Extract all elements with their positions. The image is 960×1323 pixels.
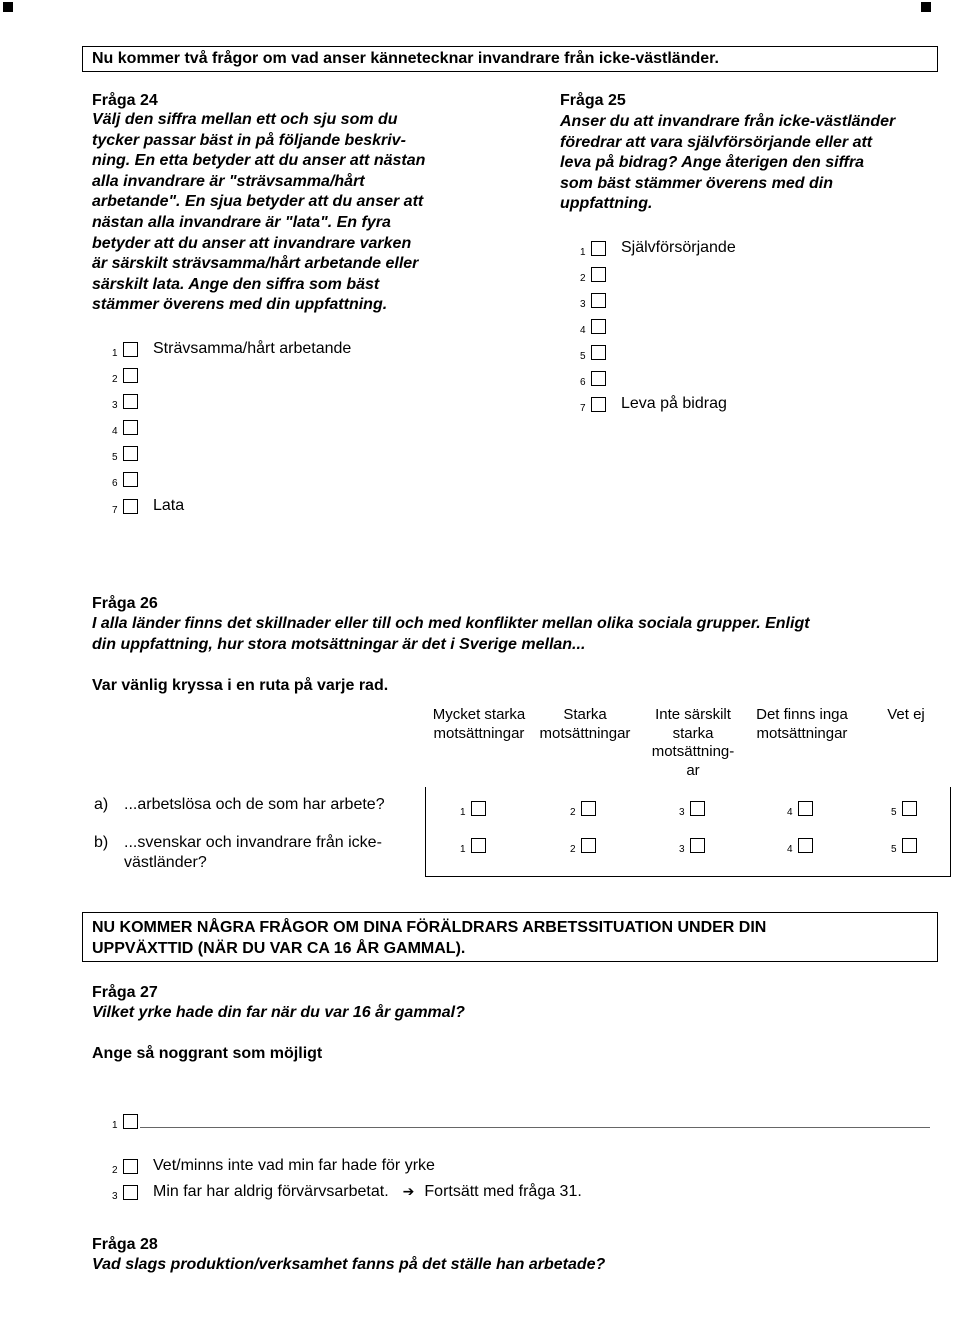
option-number: 1: [460, 843, 466, 855]
q26-a-option-3[interactable]: [679, 797, 705, 819]
q24-line: arbetande". En sjua betyder att du anser att: [92, 193, 424, 211]
option-number: 4: [787, 806, 793, 818]
q27-title: Fråga 27: [92, 984, 158, 1001]
option-number: 1: [112, 347, 118, 359]
q24-line: ning. En etta betyder att du anser att nästan: [92, 152, 426, 170]
checkbox[interactable]: [690, 838, 705, 853]
q24-option-6[interactable]: [112, 468, 138, 490]
section-banner: [82, 912, 938, 962]
row-letter: a): [94, 796, 109, 813]
checkbox[interactable]: [123, 472, 138, 487]
checkbox[interactable]: [123, 420, 138, 435]
checkbox[interactable]: [591, 241, 606, 256]
table-border: [425, 876, 951, 877]
banner-line: UPPVÄXTTID (NÄR DU VAR CA 16 ÅR GAMMAL).: [92, 939, 466, 957]
checkbox[interactable]: [123, 368, 138, 383]
q25-line: leva på bidrag? Ange återigen den siffra: [560, 154, 865, 172]
q24-line: nästan alla invandrare är "lata". En fyra: [92, 213, 391, 231]
column-header-line: motsättningar: [539, 724, 631, 742]
q24-line: är särskilt strävsamma/hårt arbetande eller: [92, 255, 419, 273]
option-number: 3: [679, 843, 685, 855]
q24-option-4[interactable]: [112, 416, 138, 438]
option-number: 6: [580, 376, 586, 388]
q24-line: betyder att du anser att invandrare varken: [92, 234, 412, 252]
checkbox[interactable]: [591, 319, 606, 334]
column-header: [535, 706, 635, 743]
column-header-line: Inte särskilt: [655, 706, 731, 723]
checkbox[interactable]: [798, 838, 813, 853]
q26-text: [92, 614, 952, 655]
column-header-line: ar: [686, 761, 700, 779]
q27-question: Vilket yrke hade din far när du var 16 år gammal?: [92, 1004, 465, 1021]
option-label: Leva på bidrag: [621, 395, 727, 412]
checkbox[interactable]: [798, 801, 813, 816]
option-number: 2: [580, 272, 586, 284]
q25-option-3[interactable]: [580, 289, 606, 311]
checkbox[interactable]: [471, 801, 486, 816]
q24-title: Fråga 24: [92, 92, 158, 109]
table-border: [425, 787, 426, 877]
option-label: Strävsamma/hårt arbetande: [153, 340, 352, 357]
table-row-label: [94, 833, 382, 873]
q25-line: Anser du att invandrare från icke-västländer: [560, 113, 896, 130]
q25-line: som bäst stämmer överens med din: [560, 174, 833, 192]
q25-option-5[interactable]: [580, 341, 606, 363]
checkbox[interactable]: [123, 446, 138, 461]
checkbox[interactable]: [591, 345, 606, 360]
q25-line: uppfattning.: [560, 195, 653, 213]
checkbox[interactable]: [123, 1185, 138, 1200]
banner-line: NU KOMMER NÅGRA FRÅGOR OM DINA FÖRÄLDRARS ARBETSSITUATION UNDER DIN: [92, 919, 767, 936]
q24-option-5[interactable]: [112, 442, 138, 464]
option-number: 6: [112, 477, 118, 489]
column-header-line: Det finns inga: [756, 706, 848, 723]
q25-line: föredrar att vara självförsörjande eller att: [560, 133, 873, 151]
column-header-line: starka: [672, 724, 714, 742]
q26-b-option-5[interactable]: [891, 834, 917, 856]
option-label: Vet/minns inte vad min far hade för yrke: [153, 1157, 435, 1174]
q24-option-2[interactable]: [112, 364, 138, 386]
q24-text: [92, 110, 512, 316]
option-number: 3: [112, 1190, 118, 1202]
column-header-line: Mycket starka: [432, 706, 526, 723]
q28-title: Fråga 28: [92, 1236, 158, 1253]
q24-line: stämmer överens med din uppfattning.: [92, 296, 388, 314]
option-number: 7: [580, 402, 586, 414]
option-number: 1: [460, 806, 466, 818]
q25-option-2[interactable]: [580, 263, 606, 285]
q24-line: särskilt lata. Ange den siffra som bäst: [92, 275, 380, 293]
option-number: 2: [570, 806, 576, 818]
q26-a-option-1[interactable]: [460, 797, 486, 819]
q26-instruction: Var vänlig kryssa i en ruta på varje rad.: [92, 677, 389, 694]
q27-option-2[interactable]: [112, 1155, 435, 1177]
option-number: 2: [112, 1164, 118, 1176]
q25-option-4[interactable]: [580, 315, 606, 337]
q24-line: Välj den siffra mellan ett och sju som du: [92, 111, 398, 128]
q25-option-6[interactable]: [580, 367, 606, 389]
q26-b-option-3[interactable]: [679, 834, 705, 856]
section-banner: Nu kommer två frågor om vad anser kännetecknar invandrare från icke-västländer.: [82, 46, 938, 72]
corner-mark-right: [921, 2, 931, 12]
column-header-line: motsättningar: [433, 724, 525, 742]
checkbox[interactable]: [123, 342, 138, 357]
q24-line: tycker passar bäst in på följande beskriv-: [92, 131, 406, 149]
checkbox[interactable]: [690, 801, 705, 816]
table-row-label: [94, 795, 385, 815]
option-label: Lata: [153, 497, 185, 514]
option-number: 3: [112, 399, 118, 411]
option-number: 2: [112, 373, 118, 385]
q24-option-1[interactable]: [112, 338, 351, 360]
option-number: 3: [580, 298, 586, 310]
q24-option-3[interactable]: [112, 390, 138, 412]
option-number: 3: [679, 806, 685, 818]
q25-title: Fråga 25: [560, 92, 626, 109]
q26-b-option-2[interactable]: [570, 834, 596, 856]
checkbox[interactable]: [123, 499, 138, 514]
q26-a-option-2[interactable]: [570, 797, 596, 819]
q24-line: alla invandrare är "strävsamma/hårt: [92, 172, 365, 190]
option-number: 1: [112, 1119, 118, 1131]
checkbox[interactable]: [123, 1159, 138, 1174]
q25-text: [560, 112, 950, 215]
column-header-line: motsättning-: [651, 743, 735, 760]
q26-b-option-1[interactable]: [460, 834, 486, 856]
column-header: [746, 706, 858, 743]
q27-option-1[interactable]: [112, 1110, 138, 1132]
column-header: [858, 706, 954, 725]
row-text: ...arbetslösa och de som har arbete?: [124, 796, 385, 813]
option-number: 1: [580, 246, 586, 258]
option-number: 5: [580, 350, 586, 362]
checkbox[interactable]: [591, 397, 606, 412]
checkbox[interactable]: [123, 1114, 138, 1129]
goto-instruction: Fortsätt med fråga 31.: [424, 1183, 582, 1200]
checkbox[interactable]: [471, 838, 486, 853]
q27-instruction: Ange så noggrant som möjligt: [92, 1045, 323, 1062]
checkbox[interactable]: [123, 394, 138, 409]
table-border: [950, 787, 951, 877]
write-in-line[interactable]: [140, 1127, 930, 1128]
row-text: västländer?: [124, 854, 207, 871]
option-number: 5: [112, 451, 118, 463]
option-number: 5: [891, 843, 897, 855]
row-letter: b): [94, 834, 109, 851]
row-text: ...svenskar och invandrare från icke-: [124, 834, 382, 851]
q24-option-7[interactable]: [112, 495, 184, 517]
option-label: Självförsörjande: [621, 239, 736, 256]
checkbox[interactable]: [591, 267, 606, 282]
q26-line: din uppfattning, hur stora motsättningar är det i Sverige mellan...: [92, 635, 586, 653]
arrow-right-icon: ➔: [402, 1184, 415, 1200]
checkbox[interactable]: [591, 293, 606, 308]
q26-a-option-5[interactable]: [891, 797, 917, 819]
option-number: 4: [112, 425, 118, 437]
q26-b-option-4[interactable]: [787, 834, 813, 856]
q26-a-option-4[interactable]: [787, 797, 813, 819]
column-header: [640, 706, 746, 780]
corner-mark-left: [3, 2, 13, 12]
column-header-line: Vet ej: [887, 706, 925, 723]
column-header: [423, 706, 535, 743]
column-header-line: motsättningar: [756, 724, 848, 742]
option-number: 2: [570, 843, 576, 855]
option-number: 7: [112, 504, 118, 516]
checkbox[interactable]: [902, 838, 917, 853]
checkbox[interactable]: [581, 801, 596, 816]
checkbox[interactable]: [581, 838, 596, 853]
column-header-line: Starka: [563, 706, 607, 723]
q26-title: Fråga 26: [92, 595, 158, 612]
q28-question: Vad slags produktion/verksamhet fanns på det ställe han arbetade?: [92, 1256, 606, 1273]
q27-option-3[interactable]: [112, 1181, 582, 1203]
option-label: Min far har aldrig förvärvsarbetat.: [153, 1183, 389, 1200]
option-number: 4: [787, 843, 793, 855]
q26-line: I alla länder finns det skillnader eller till och med konflikter mellan olika sociala grupper. Enligt: [92, 615, 810, 632]
q25-option-1[interactable]: [580, 237, 736, 259]
option-number: 4: [580, 324, 586, 336]
q25-option-7[interactable]: [580, 393, 727, 415]
checkbox[interactable]: [902, 801, 917, 816]
checkbox[interactable]: [591, 371, 606, 386]
option-number: 5: [891, 806, 897, 818]
